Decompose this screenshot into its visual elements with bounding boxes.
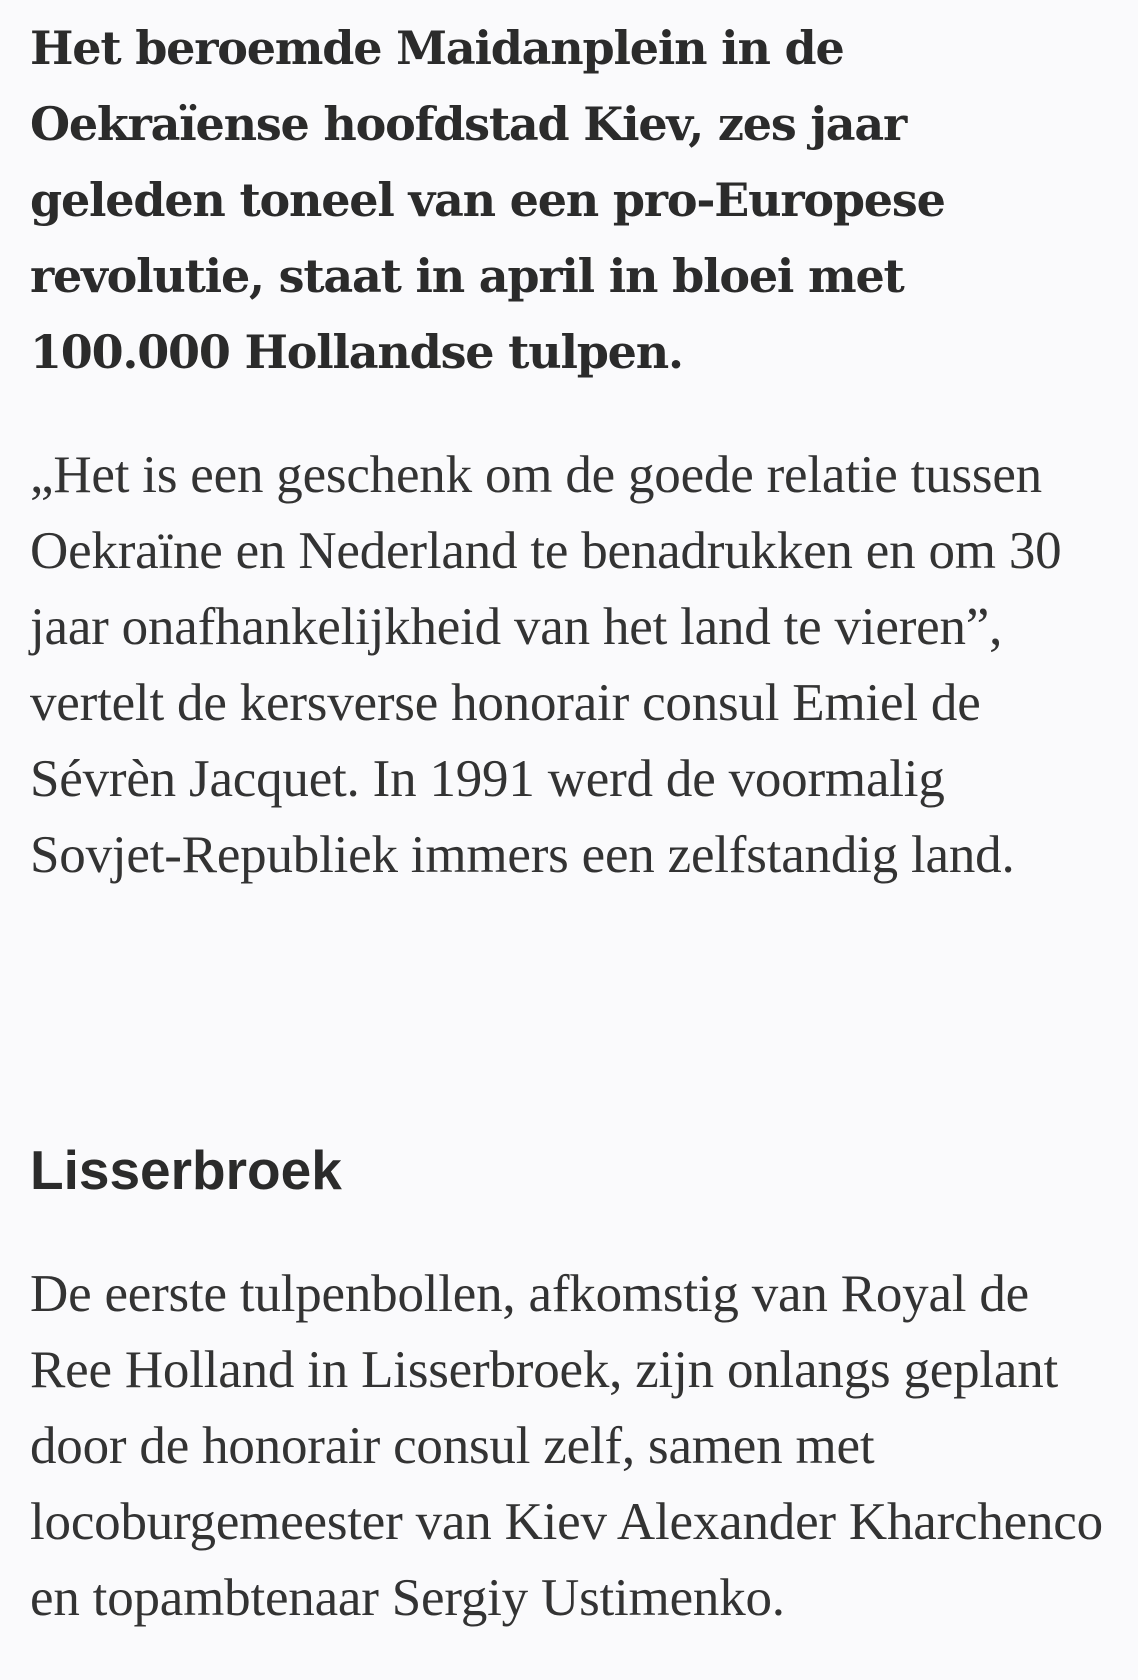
article-lead: Het beroemde Maidanplein in de Oekraïense hoofdstad Kiev, zes jaar geleden toneel van een pro-Europese revolutie, staat in april in bloei met 100.000 Hollandse tulpen.: [30, 21, 945, 379]
section-heading: Lisserbroek: [30, 1139, 342, 1201]
article-paragraph: „Het is een geschenk om de goede relatie tussen Oekraïne en Nederland te benadrukken en om 30 jaar onafhankelijkheid van het land te vieren”, vertelt de kersverse honorair consul Emiel de Sévrèn Jacquet. In 1991 werd de voormalig Sovjet-Republiek immers een zelfstandig land.: [30, 446, 1062, 884]
article-paragraph: De eerste tulpenbollen, afkomstig van Royal de Ree Holland in Lisserbroek, zijn onlangs geplant door de honorair consul zelf, samen met locoburgemeester van Kiev Alexander Kharchenco en topambtenaar Sergiy Ustimenko.: [30, 1265, 1103, 1627]
